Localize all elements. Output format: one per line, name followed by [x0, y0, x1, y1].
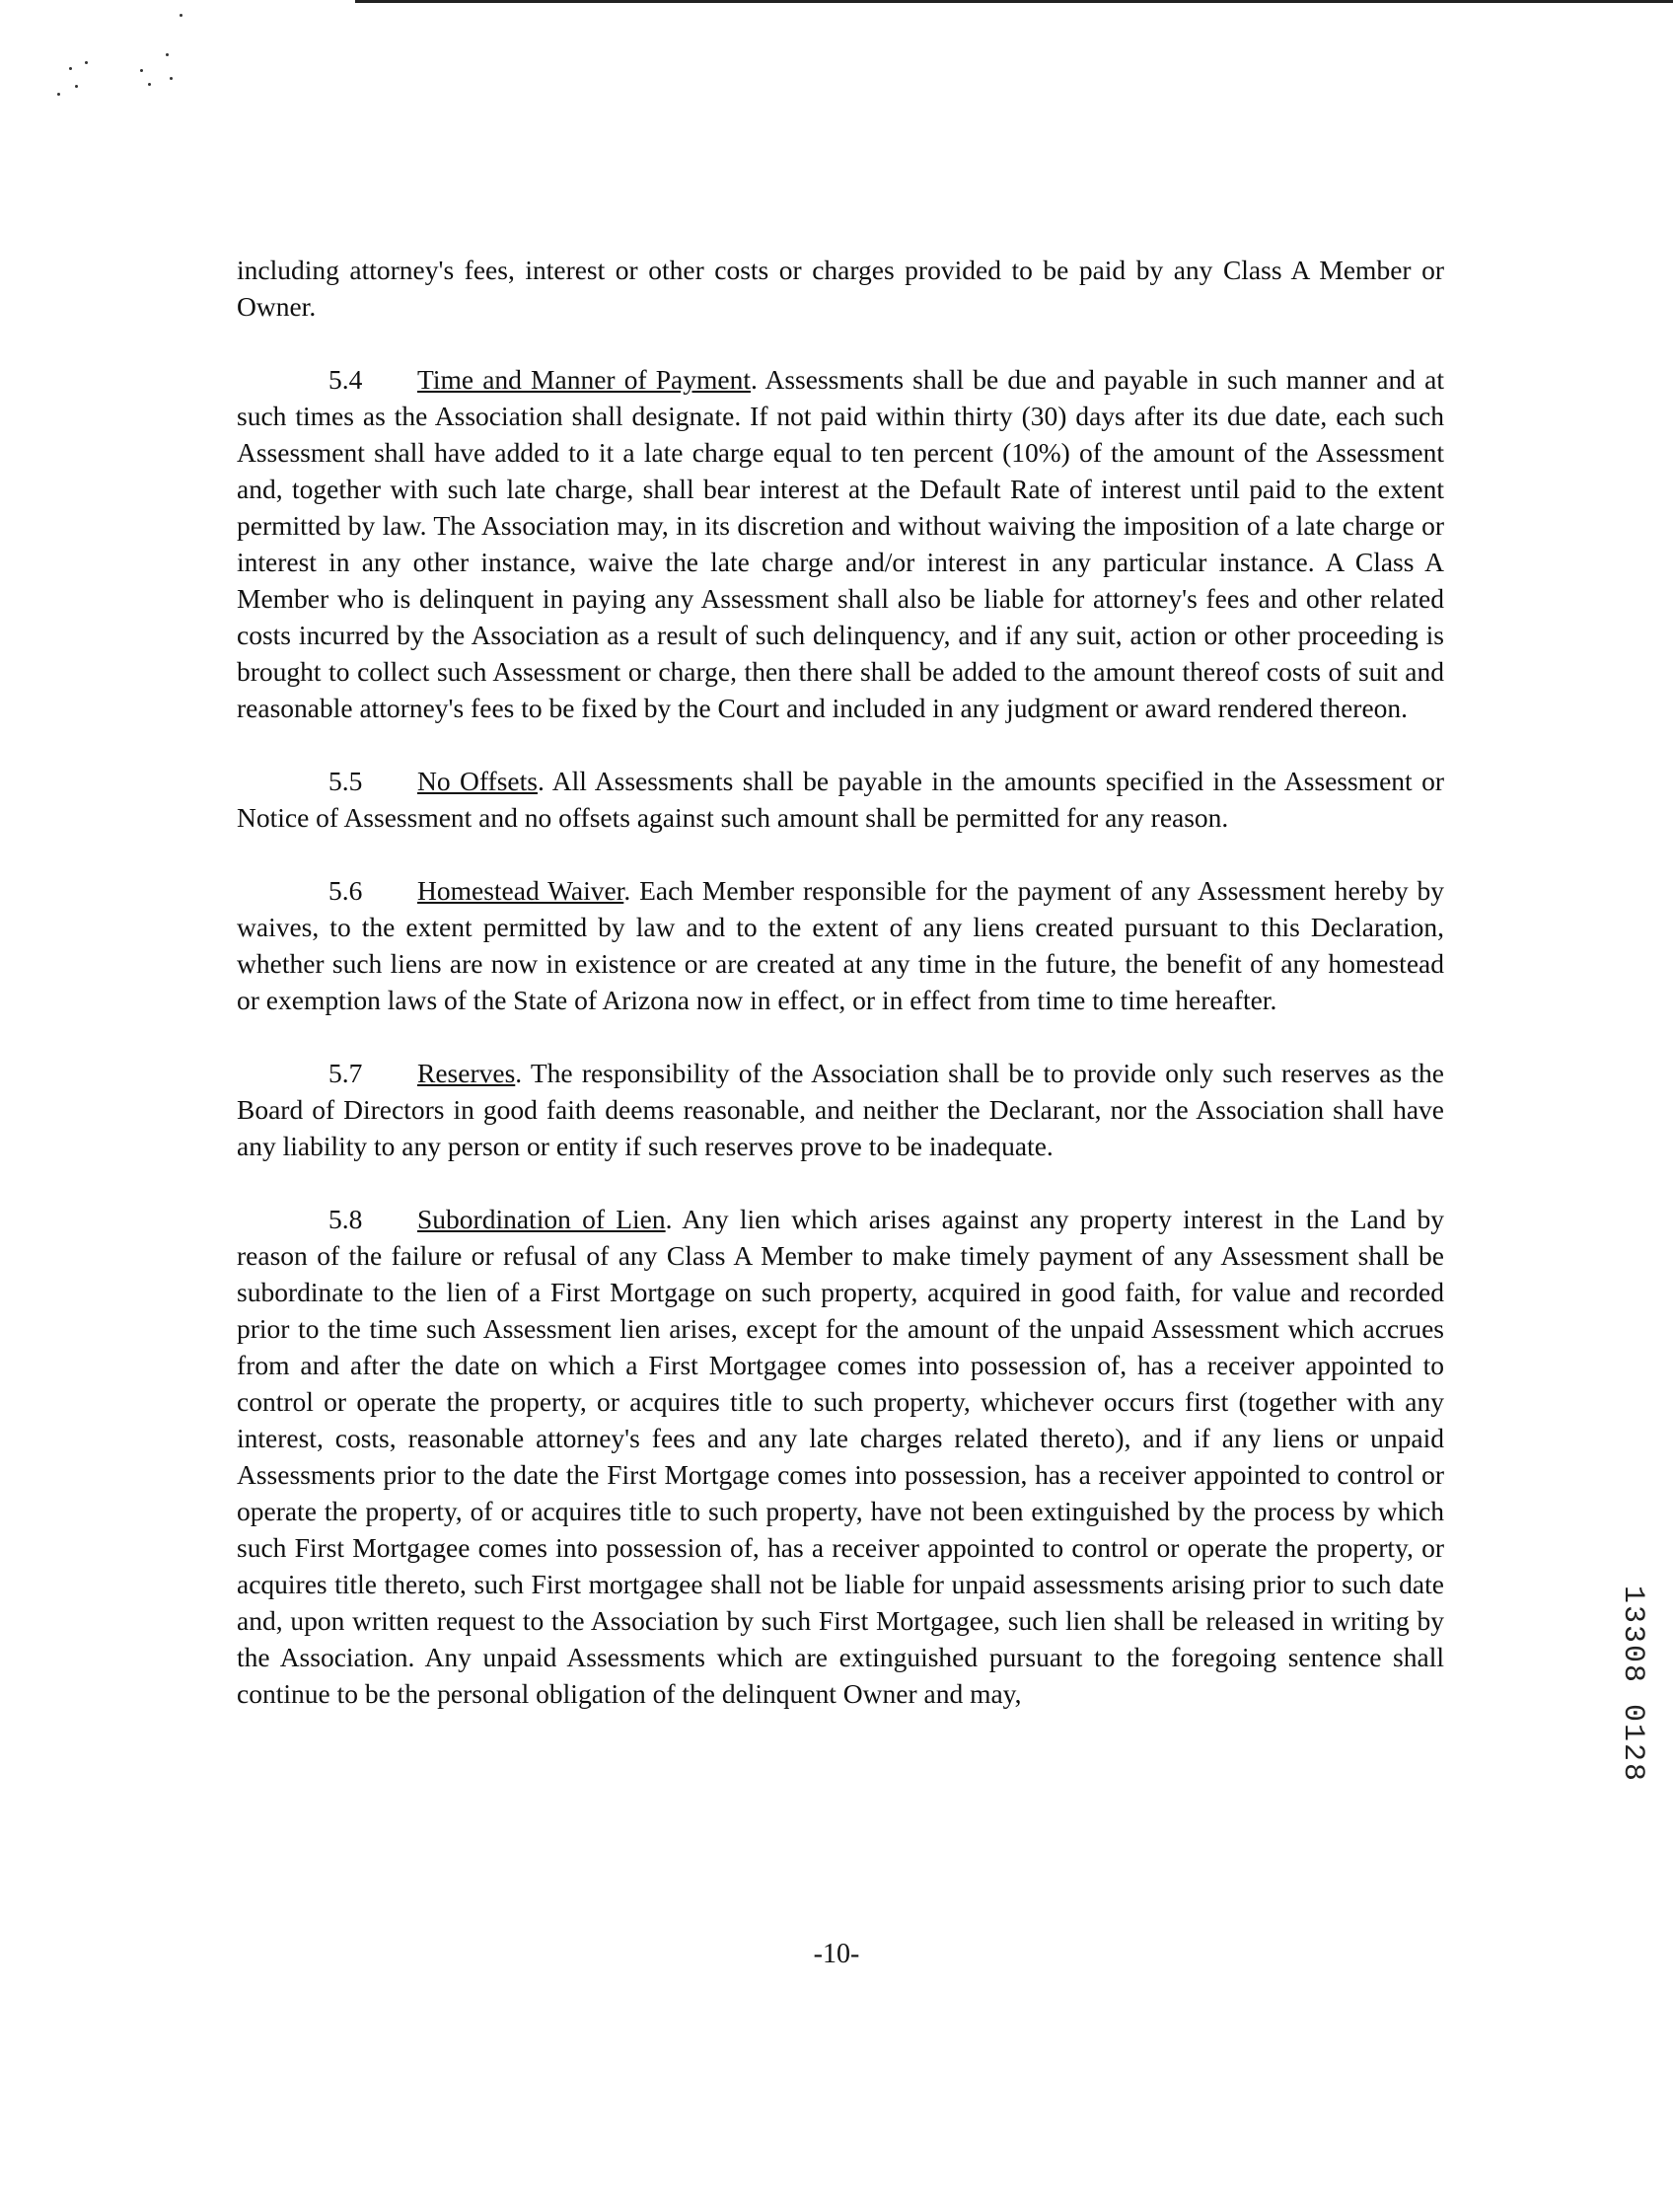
recording-stamp-text: 13308 0128	[1616, 1585, 1649, 1784]
section-title: Homestead Waiver	[417, 875, 624, 906]
scan-speck	[180, 14, 182, 17]
section-number: 5.5	[328, 766, 363, 796]
scan-speck	[57, 93, 60, 96]
scan-speck	[140, 69, 143, 72]
section-number: 5.6	[328, 875, 363, 906]
section-title: Reserves	[417, 1058, 516, 1088]
section-text: . Assessments shall be due and payable in such manner and at such times as the Association shall designate. If not paid within thirty (30) days after its due date, each such Assessment shall have added to it a late charge equal to ten percent (10%) of the amount of the Assessment and, together with such late charge, shall bear interest at the Default Rate of interest until paid to the extent permitted by law. The Association may, in its discretion and without waiving the imposition of a late charge or interest in any other instance, waive the late charge and/or interest in any particular instance. A Class A Member who is delinquent in paying any Assessment shall also be liable for attorney's fees and other related costs incurred by the Association as a result of such delinquency, and if any suit, action or other proceeding is brought to collect such Assessment or charge, then there shall be added to the amount thereof costs of suit and reasonable attorney's fees to be fixed by the Court and included in any judgment or award rendered thereon.	[237, 364, 1444, 723]
scan-speck	[75, 85, 78, 88]
section-title: Subordination of Lien	[417, 1204, 666, 1234]
section-number: 5.8	[328, 1204, 363, 1234]
section-text: . The responsibility of the Association shall be to provide only such reserves as the Board of Directors in good faith deems reasonable, and neither the Declarant, nor the Association shall have any liability to any person or entity if such reserves prove to be inadequate.	[237, 1058, 1444, 1161]
section-5-4	[237, 361, 1444, 726]
scan-speck	[148, 83, 151, 86]
scan-speck	[166, 53, 169, 56]
section-text: . Any lien which arises against any property interest in the Land by reason of the failure or refusal of any Class A Member to make timely payment of any Assessment shall be subordinate to the lien of a First Mortgage on such property, acquired in good faith, for value and recorded prior to the time such Assessment lien arises, except for the amount of the unpaid Assessment which accrues from and after the date on which a First Mortgagee comes into possession of, has a receiver appointed to control or operate the property, or acquires title to such property, whichever occurs first (together with any interest, costs, reasonable attorney's fees and any late charges related thereto), and if any liens or unpaid Assessments prior to the date the First Mortgage comes into possession, has a receiver appointed to control or operate the property, of or acquires title to such property, have not been extinguished by the process by which such First Mortgagee comes into possession of, has a receiver appointed to control or operate the property, or acquires title thereto, such First mortgagee shall not be liable for unpaid assessments arising prior to such date and, upon written request to the Association by such First Mortgagee, such lien shall be released in writing by the Association. Any unpaid Assessments which are extinguished pursuant to the foregoing sentence shall continue to be the personal obligation of the delinquent Owner and may,	[237, 1204, 1444, 1709]
section-title: Time and Manner of Payment	[417, 364, 751, 395]
section-5-6	[237, 872, 1444, 1018]
recording-stamp	[1616, 1585, 1651, 1840]
section-title: No Offsets	[417, 766, 538, 796]
top-edge-rule	[355, 0, 1673, 3]
section-number: 5.4	[328, 364, 363, 395]
section-5-5	[237, 763, 1444, 836]
section-5-8	[237, 1201, 1444, 1712]
section-5-7	[237, 1055, 1444, 1164]
page-number: -10-	[813, 1939, 860, 1969]
document-body	[237, 252, 1444, 1748]
scan-speck	[69, 67, 72, 70]
scan-speck	[170, 77, 173, 80]
opening-paragraph: including attorney's fees, interest or other costs or charges provided to be paid by any Class A Member or Owner.	[237, 255, 1444, 322]
section-text: . Each Member responsible for the payment of any Assessment hereby by waives, to the extent permitted by law and to the extent of any liens created pursuant to this Declaration, whether such liens are now in existence or are created at any time in the future, the benefit of any homestead or exemption laws of the State of Arizona now in effect, or in effect from time to time hereafter.	[237, 875, 1444, 1015]
section-number: 5.7	[328, 1058, 363, 1088]
section-text: . All Assessments shall be payable in the amounts specified in the Assessment or Notice of Assessment and no offsets against such amount shall be permitted for any reason.	[237, 766, 1444, 833]
scan-speck	[85, 61, 88, 64]
